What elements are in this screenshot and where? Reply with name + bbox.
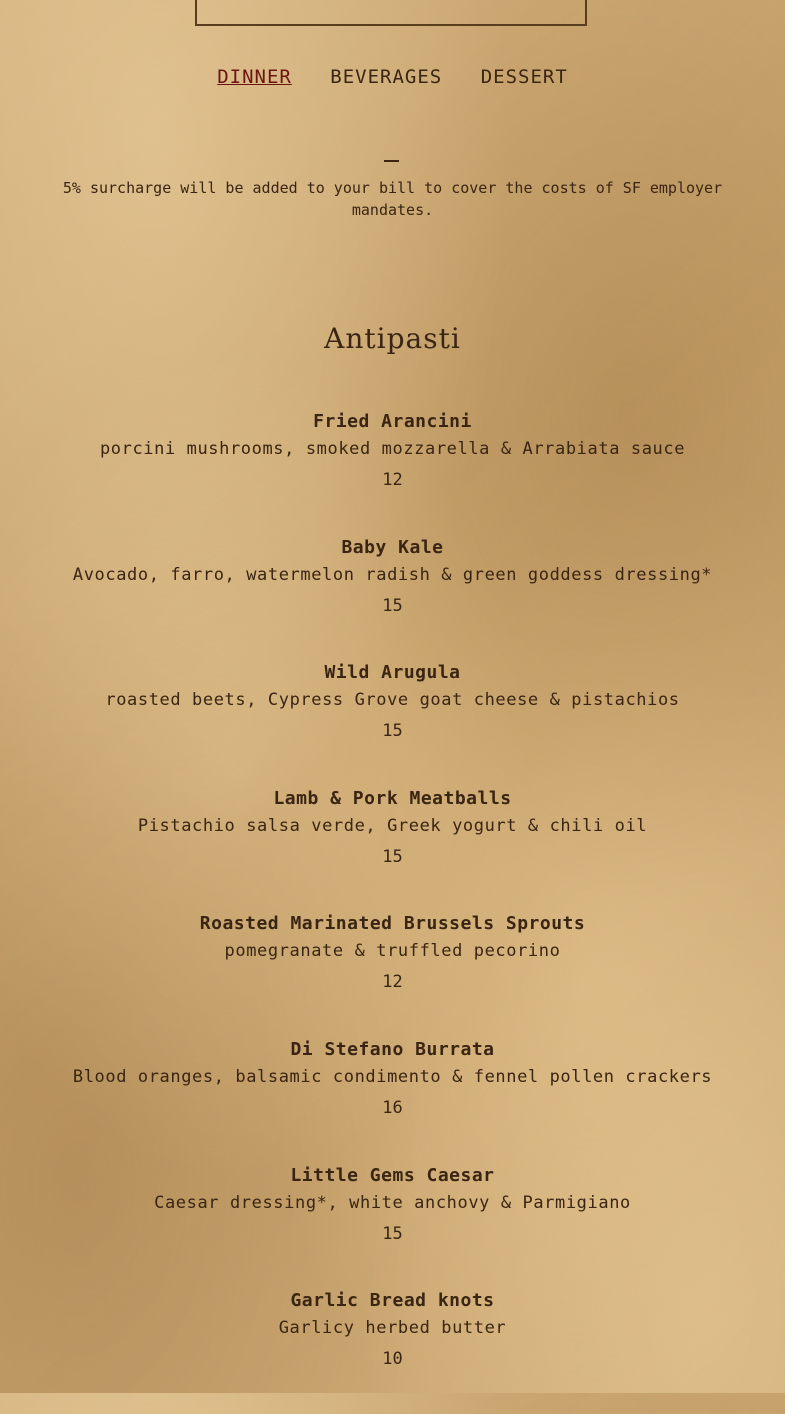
item-price: 15	[382, 721, 403, 742]
menu-list	[0, 409, 785, 1414]
item-description: Garlicy herbed butter	[278, 1318, 507, 1339]
item-description: pomegranate & truffled pecorino	[224, 941, 561, 962]
item-name: Baby Kale	[341, 536, 444, 558]
menu-item	[0, 409, 785, 535]
item-name: Garlic Bread knots	[290, 1290, 495, 1312]
item-description: Blood oranges, balsamic condimento & fennel pollen crackers	[72, 1066, 713, 1087]
divider-dash	[384, 160, 399, 162]
item-description: roasted beets, Cypress Grove goat cheese & pistachios	[105, 690, 680, 711]
item-description: Caesar dressing*, white anchovy & Parmigiano	[154, 1192, 631, 1213]
item-price: 10	[382, 1349, 403, 1370]
item-price: 12	[382, 972, 403, 993]
item-name: Little Gems Caesar	[290, 1164, 495, 1186]
menu-item	[0, 786, 785, 912]
item-name: Roasted Marinated Brussels Sprouts	[199, 913, 586, 935]
surcharge-notice: 5% surcharge will be added to your bill to cover the costs of SF employer mandates.	[62, 179, 723, 219]
menu-item	[0, 535, 785, 661]
menu-item	[0, 660, 785, 786]
menu-item	[0, 911, 785, 1037]
item-price: 15	[382, 1223, 403, 1244]
tab-dinner[interactable]: DINNER	[217, 66, 292, 88]
section-title: Antipasti	[324, 322, 461, 355]
item-name: Lamb & Pork Meatballs	[273, 787, 512, 809]
item-description: Pistachio salsa verde, Greek yogurt & chili oil	[137, 815, 648, 836]
item-name: Fried Arancini	[313, 411, 472, 432]
item-description: porcini mushrooms, smoked mozzarella & Arrabiata sauce	[99, 439, 686, 459]
item-name: Wild Arugula	[324, 662, 461, 684]
item-price: 15	[382, 595, 403, 616]
menu-nav	[0, 66, 785, 88]
menu-item	[0, 1037, 785, 1163]
item-name: Di Stefano Burrata	[290, 1038, 495, 1060]
tab-dessert[interactable]: DESSERT	[480, 66, 568, 88]
menu-item	[0, 1163, 785, 1289]
item-price: 16	[382, 1097, 403, 1118]
tab-beverages[interactable]: BEVERAGES	[330, 66, 443, 88]
item-description: Avocado, farro, watermelon radish & green goddess dressing*	[72, 564, 713, 585]
menu-item	[0, 1288, 785, 1414]
item-price: 15	[382, 846, 403, 867]
item-price: 12	[382, 470, 403, 490]
top-frame-box	[195, 0, 587, 26]
